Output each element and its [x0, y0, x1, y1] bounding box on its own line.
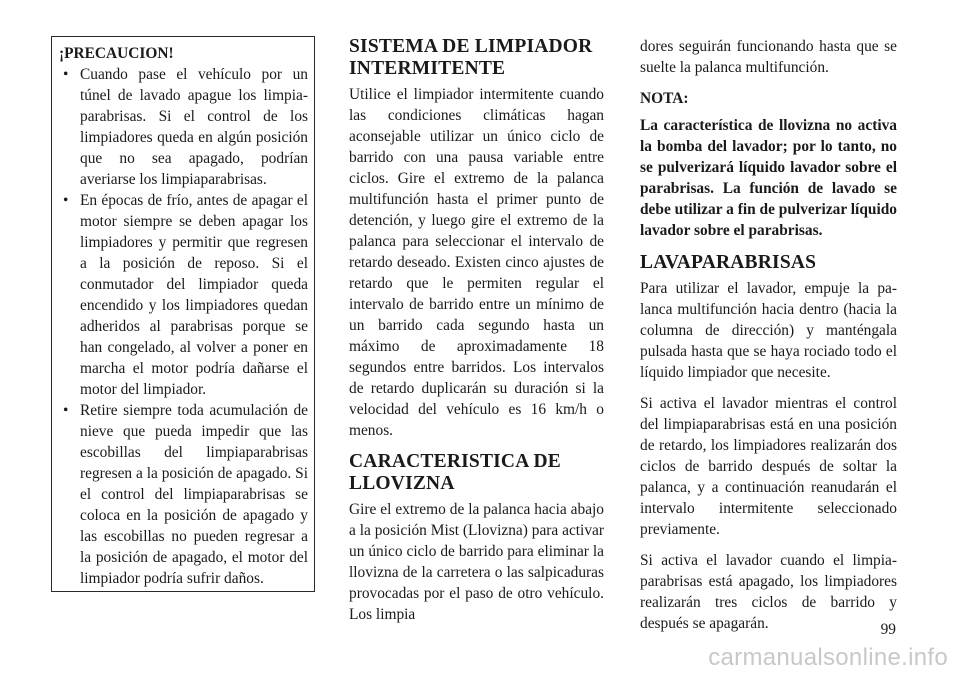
section-heading-lavaparabrisas: LAVAPARABRISAS [640, 252, 817, 273]
nota-text: La característica de llovizna no activa la bomba del lavador; por lo tanto, no se pulverizará líquido lavador sobre el parabrisas. La función de lavado se debe utilizar a fin de pulverizar líquido lavador sobre el parabrisas. [640, 117, 897, 239]
watermark: carmanualsonline.info [708, 644, 948, 671]
caution-item: • Cuando pase el vehículo por un túnel de lavado apague los limpiaparabrisas. Si el control de los limpiadores queda en algún posición que no sea apagado, podrían averiarse los limpiaparabrisas. [59, 64, 308, 190]
intermitente-paragraph: Utilice el limpiador intermitente cuando las condiciones climáticas hagan aconsejable utilizar un único ciclo de barrido con una pausa variable entre ciclos. Gire el extremo de la palanca multifunción hasta el primer punto de detención, y luego gire el extremo de la palanca para seleccionar el intervalo de retardo deseado. Existen cinco ajustes de retardo que le permiten regular el intervalo de barrido entre un mínimo de un barrido cada segundo hasta un máximo de aproximadamente 18 segundos entre barridos. Los intervalos de retardo duplicarán su duración si la velocidad del vehículo es 16 km/h o menos. [349, 86, 604, 439]
caution-item: • Retire siempre toda acumulación de nieve que pueda impedir que las escobillas del limpiaparabrisas regresen a la posición de apagado. Si el control del limpiaparabrisas se coloca en la posición de apagado y las escobillas no pueden regresar a la posición de apagado, el motor del limpiador podría sufrir daños. [59, 400, 308, 589]
section-heading-intermitente: SISTEMA DE LIMPIADOR INTERMITENTE [349, 36, 593, 79]
llovizna-paragraph-part2: dores seguirán funcionando hasta que se suelte la palanca multifunción. [640, 38, 897, 76]
caution-title: ¡PRECAUCION! [59, 45, 174, 62]
lavaparabrisas-paragraph: Si activa el lavador mientras el control del limpiaparabrisas está en una posición de retardo, los limpiadores realizarán dos ciclos de barrido después de soltar la palanca, y a continuación reanudarán el intervalo intermitente seleccionado previamente. [640, 395, 897, 538]
lavaparabrisas-paragraph: Si activa el lavador cuando el limpiaparabrisas está apagado, los limpiadores realizarán tres ciclos de barrido y después se apagarán. [640, 552, 897, 632]
page-number: 99 [880, 621, 896, 638]
caution-item: • En épocas de frío, antes de apagar el motor siempre se deben apagar los limpiadores y permitir que regresen a la posición de reposo. Si el conmutador del limpiador queda encendido y los limpiadores quedan adheridos al parabrisas porque se han congelado, al volver a poner en marcha el motor podría dañarse el motor del limpiador. [59, 190, 308, 400]
llovizna-paragraph-part1: Gire el extremo de la palanca hacia abajo a la posición Mist (Llovizna) para activar un único ciclo de barrido para eliminar la llovizna de la carretera o las salpicaduras provocadas por el paso de otro vehículo. Los limpia [349, 501, 604, 623]
nota-label: NOTA: [640, 90, 689, 107]
section-heading-llovizna: CARACTERISTICA DE LLOVIZNA [349, 451, 561, 494]
middle-column [349, 36, 604, 635]
caution-box [51, 36, 315, 592]
left-column [51, 36, 315, 592]
caution-list [59, 64, 308, 589]
lavaparabrisas-paragraph: Para utilizar el lavador, empuje la palanca multifunción hacia dentro (hacia la columna de dirección) y manténgala pulsada hasta que se haya rociado todo el líquido limpiador que necesite. [640, 280, 897, 381]
right-column [640, 36, 897, 644]
